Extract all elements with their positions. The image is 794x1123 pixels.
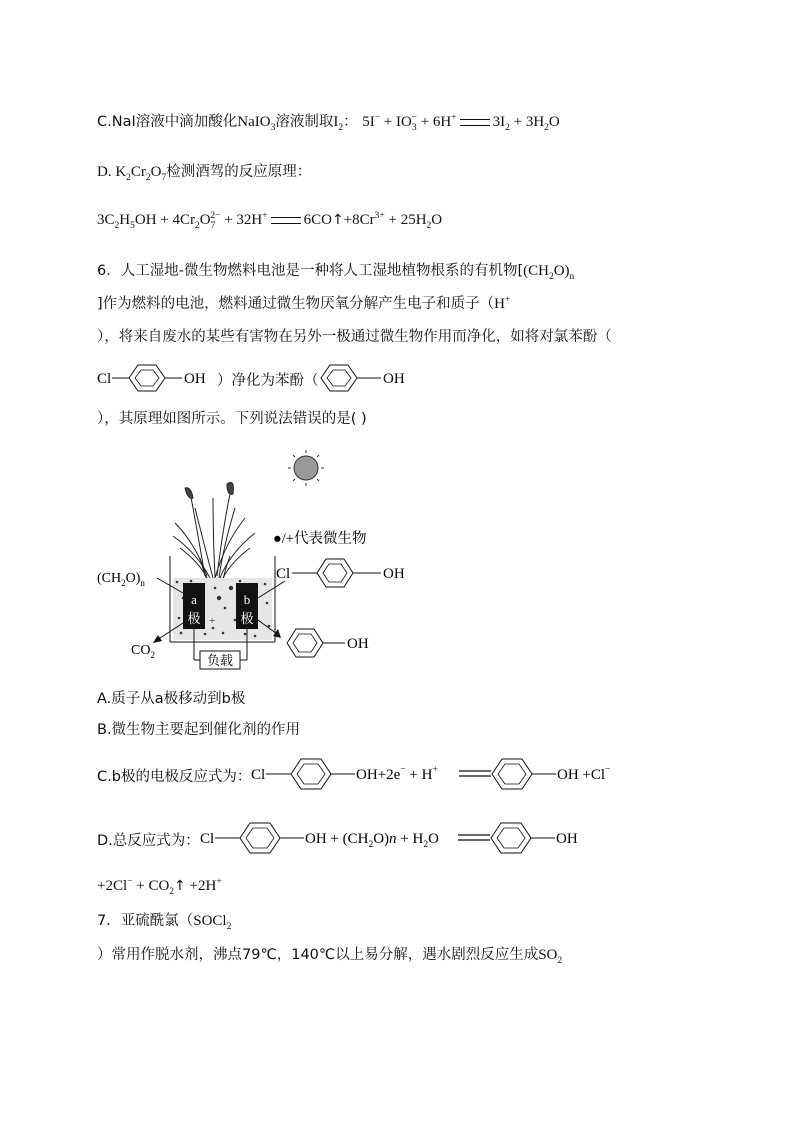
option-c-reagent: NaIO$_3$	[237, 114, 276, 133]
equals-arrow	[271, 217, 301, 224]
electrode-b	[236, 583, 258, 629]
svg-text:极: 极	[187, 611, 201, 626]
q6-line5: ），其原理如图所示。下列说法错误的是( )	[97, 411, 367, 427]
option-d-label: D. $K_2Cr_2O_7$	[97, 164, 167, 183]
svg-text:OH +Cl−: OH +Cl−	[557, 765, 611, 783]
q7-line2: ）常用作脱水剂，沸点79℃，140℃以上易分解，遇水剧烈反应生成$SO_2$	[97, 947, 563, 966]
microbe-legend: ●/+代表微生物	[273, 531, 367, 547]
equals-arrow	[460, 119, 490, 126]
wetland-plant	[173, 482, 255, 580]
svg-text:Cl: Cl	[97, 371, 112, 387]
load-label: 负载	[206, 653, 234, 668]
option-6d-line2: $+2Cl^- + CO_2↑ +2H^+$	[97, 877, 222, 897]
svg-text:OH: OH	[383, 566, 405, 582]
sun-icon	[288, 450, 324, 486]
chlorophenol-figure	[258, 559, 405, 598]
option-6d: D.总反应式为： Cl OH + $(CH_2O)n + H_2O$ OH	[97, 820, 600, 856]
option-d-equation: $3C_2H_5OH + 4Cr_2O_7^{2-} + 32H^+$ $6CO↑+8Cr^{3+} + 25H_2O$	[97, 211, 443, 231]
svg-text:+: +	[209, 615, 216, 627]
svg-text:极: 极	[240, 611, 254, 626]
svg-text:Cl: Cl	[276, 566, 291, 582]
svg-text:OH: OH	[347, 636, 369, 652]
option-6b: B.微生物主要起到催化剂的作用	[97, 722, 301, 738]
q6-line2: ]作为燃料的电池，燃料通过微生物厌氧分解产生电子和质子（H+	[97, 295, 511, 312]
q6-line1: 6．人工湿地-微生物燃料电池是一种将人工湿地植物根系的有机物[$(CH_2O)_n$	[97, 263, 575, 282]
fuel-cell-figure	[95, 448, 425, 678]
q6-line3: ），将来自废水的某些有害物在另外一极通过微生物作用而净化，如将对氯苯酚（	[97, 329, 612, 345]
svg-text:OH+2e− + H+: OH+2e− + H+	[356, 765, 439, 783]
svg-text:OH: OH	[382, 371, 405, 387]
option-c-line: C.NaI溶液中滴加酸化NaIO$_3$溶液制取$I_2$： $5I^- + IO_3^- + 6H^+$ $3I_2 + 3H_2O$	[97, 113, 560, 133]
co2-label: $CO_2$	[131, 643, 155, 660]
option-6a: A.质子从a极移动到b极	[97, 691, 246, 707]
svg-text:OH: OH	[555, 831, 578, 847]
option-c-label: C.NaI溶液中滴加酸化	[97, 114, 238, 130]
option-d-line: D. $K_2Cr_2O_7$检测酒驾的反应原理：	[97, 164, 312, 183]
q7-line1: 7．亚硫酰氯（SOCl$_2$	[97, 913, 232, 932]
organic-formula: $(CH_2O)_n$	[523, 263, 575, 282]
option-6c: C.b极的电极反应式为： Cl OH+2e− + H+ OH +Cl−	[97, 756, 631, 792]
svg-text:OH: OH	[184, 371, 206, 387]
svg-text:b: b	[243, 592, 251, 607]
chlorophenol-structure	[97, 363, 217, 399]
fuel-label: $(CH_2O)_n$	[97, 571, 145, 588]
electrode-a	[183, 583, 205, 629]
option-6c-equation	[251, 756, 631, 798]
svg-text:OH + (CH2O)n + H2O: OH + $(CH_2O)n + H_2O$	[304, 831, 439, 850]
phenol-structure	[319, 363, 414, 399]
q6-line4: Cl OH ）净化为苯酚（ OH	[97, 363, 414, 393]
svg-text:Cl: Cl	[251, 767, 266, 783]
svg-text:Cl: Cl	[199, 831, 214, 847]
svg-text:a: a	[191, 592, 197, 607]
option-6d-equation	[200, 820, 600, 862]
option-c-equation: $5I^- + IO_3^- + 6H^+$ $3I_2 + 3H_2O$	[362, 113, 560, 133]
